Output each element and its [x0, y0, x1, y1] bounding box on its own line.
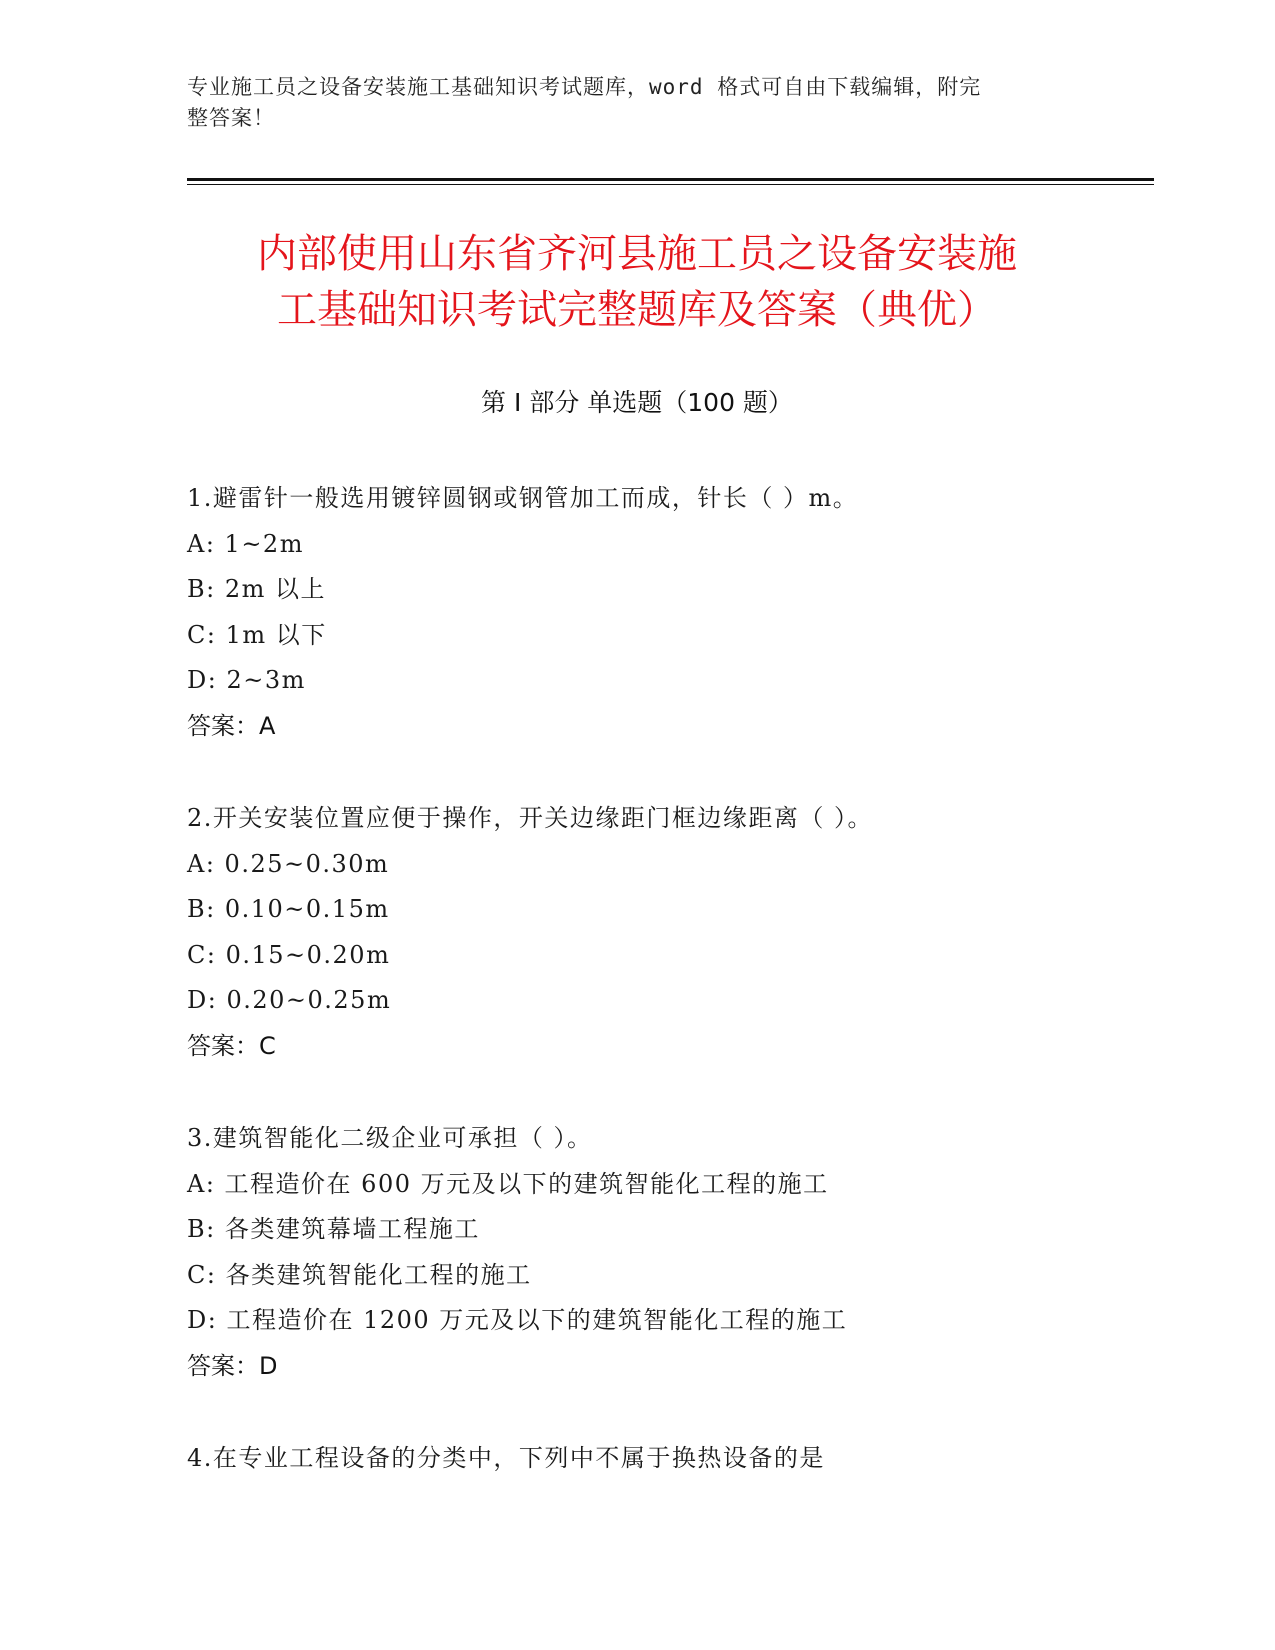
question-stem: 2.开关安装位置应便于操作，开关边缘距门框边缘距离（ ）。 — [187, 804, 874, 832]
question-3 — [187, 1116, 1147, 1389]
answer: 答案：C — [187, 1031, 276, 1060]
answer: 答案：A — [187, 711, 276, 740]
option-c: C: 各类建筑智能化工程的施工 — [187, 1260, 532, 1289]
header-divider-thick — [187, 178, 1154, 181]
title-line-1: 内部使用山东省齐河县施工员之设备安装施 — [257, 231, 1017, 277]
question-4 — [187, 1436, 1147, 1482]
option-d: D: 2~3m — [187, 666, 306, 694]
question-stem: 4.在专业工程设备的分类中，下列中不属于换热设备的是 — [187, 1444, 825, 1472]
page-header — [187, 72, 1067, 134]
option-d: D: 0.20~0.25m — [187, 986, 392, 1014]
title-line-2: 工基础知识考试完整题库及答案（典优） — [277, 287, 997, 333]
option-c: C: 1m 以下 — [187, 620, 327, 649]
option-a: A: 0.25~0.30m — [187, 849, 390, 878]
header-line-2: 整答案！ — [187, 106, 275, 130]
question-stem: 3.建筑智能化二级企业可承担（ ）。 — [187, 1124, 593, 1152]
header-line-1: 专业施工员之设备安装施工基础知识考试题库，word 格式可自由下载编辑，附完 — [187, 75, 982, 99]
option-b: B: 2m 以上 — [187, 575, 327, 603]
option-a: A: 工程造价在 600 万元及以下的建筑智能化工程的施工 — [187, 1169, 829, 1198]
option-d: D: 工程造价在 1200 万元及以下的建筑智能化工程的施工 — [187, 1306, 848, 1334]
question-2 — [187, 796, 1147, 1069]
option-b: B: 0.10~0.15m — [187, 895, 390, 923]
question-stem: 1.避雷针一般选用镀锌圆钢或钢管加工而成，针长（ ）m。 — [187, 484, 859, 512]
header-divider-thin — [187, 184, 1154, 185]
question-1 — [187, 476, 1147, 749]
option-a: A: 1~2m — [187, 529, 304, 558]
option-b: B: 各类建筑幕墙工程施工 — [187, 1215, 480, 1243]
document-title — [187, 226, 1087, 338]
option-c: C: 0.15~0.20m — [187, 940, 391, 969]
section-title: 第 I 部分 单选题（100 题） — [481, 388, 793, 417]
answer: 答案：D — [187, 1351, 278, 1380]
question-list — [187, 476, 1147, 1529]
